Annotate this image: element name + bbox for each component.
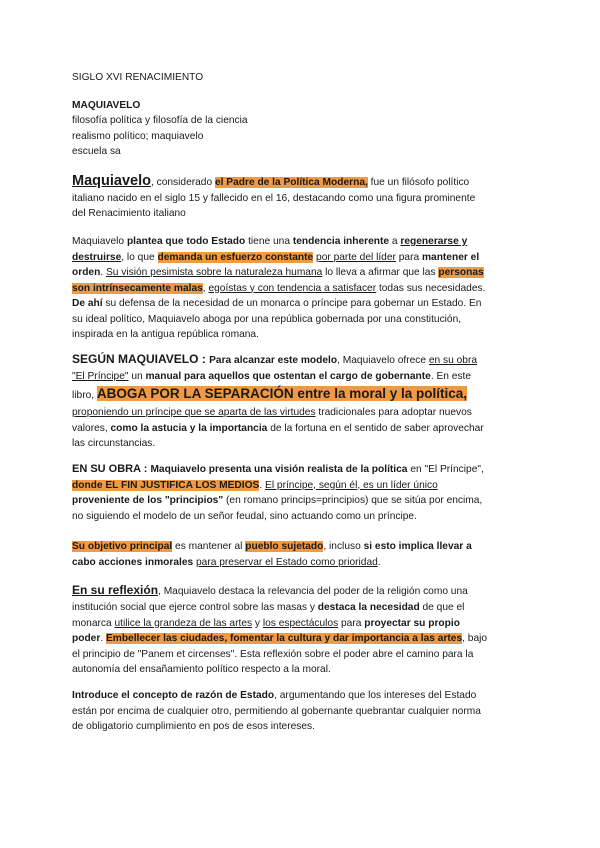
text-run: institución social que ejerce control sobre las masas y bbox=[72, 602, 318, 613]
text-line: inspirada en la antigua república romana. bbox=[72, 329, 259, 340]
text-run: es mantener al bbox=[172, 541, 246, 552]
text-line: del Renacimiento italiano bbox=[72, 208, 186, 219]
underlined-phrase: regenerarse y bbox=[400, 236, 468, 247]
underlined-phrase: "El Príncipe" bbox=[72, 370, 129, 382]
text-run: (en romano princips=principios) que se sitúa por encima, bbox=[223, 495, 483, 506]
text-run: , considerado bbox=[150, 177, 215, 188]
highlight-phrase: pueblo sujetado bbox=[245, 541, 324, 552]
tag-line: escuela sa bbox=[72, 146, 121, 157]
text-run: todas sus necesidades. bbox=[376, 282, 486, 294]
highlight-phrase: el Padre de la Política Moderna, bbox=[214, 177, 368, 188]
text-line: italiano nacido en el siglo 15 y fallecido en el 16, destacando como una figura prominente bbox=[72, 192, 476, 204]
text-run: libro, bbox=[72, 390, 97, 401]
section-heading: En su reflexión bbox=[72, 583, 159, 597]
keyword-maquiavelo: Maquiavelo bbox=[72, 173, 151, 189]
text-run: valores, bbox=[72, 422, 111, 434]
text-line: las circunstancias. bbox=[72, 438, 156, 449]
underlined-phrase: para preservar el Estado como prioridad bbox=[196, 556, 378, 568]
text-run: , lo que bbox=[121, 251, 158, 263]
bold-phrase: poder bbox=[72, 633, 101, 644]
underlined-phrase: por parte del líder bbox=[316, 251, 396, 263]
paragraph-segun bbox=[72, 352, 542, 452]
bold-phrase: proyectar su propio bbox=[364, 617, 460, 629]
tag-line: filosofía política y filosofía de la ciencia bbox=[72, 115, 248, 126]
underlined-phrase: destruirse bbox=[72, 251, 122, 263]
text-run: un bbox=[128, 370, 146, 382]
text-run: de que el bbox=[419, 602, 465, 613]
underlined-phrase: El príncipe, según él, es un líder único bbox=[265, 479, 438, 491]
text-run: para bbox=[395, 251, 422, 263]
paragraph-intro bbox=[72, 174, 542, 222]
text-run: tradicionales para adoptar nuevos bbox=[315, 407, 472, 418]
text-run: . bbox=[100, 633, 106, 644]
paragraph-estado bbox=[72, 234, 542, 343]
text-line: de obligatorio cumplimiento en pos de esos intereses. bbox=[72, 721, 315, 732]
text-line: su ideal político, Maquiavelo aboga por una república gobernada por una constitución, bbox=[72, 313, 462, 325]
bold-phrase: cabo acciones inmorales bbox=[72, 556, 194, 568]
text-run: , incluso bbox=[323, 541, 364, 552]
text-run: . bbox=[377, 556, 381, 568]
bold-phrase: Introduce el concepto de razón de Estado bbox=[72, 690, 275, 701]
text-run: y bbox=[252, 617, 263, 629]
paragraph-razon-estado bbox=[72, 688, 542, 735]
text-line: no siguiendo el modelo de un señor feudal, sino actuando como un príncipe. bbox=[72, 510, 417, 522]
bold-phrase: si esto implica llevar a bbox=[363, 541, 472, 552]
text-run: monarca bbox=[72, 617, 115, 629]
paragraph-en-su-obra bbox=[72, 462, 542, 524]
bold-phrase: orden bbox=[72, 267, 101, 278]
underlined-phrase: utilice la grandeza de las artes bbox=[114, 617, 253, 629]
bold-phrase: Maquiavelo presenta una visión realista de la política bbox=[150, 464, 408, 475]
tag-line: realismo político; maquiavelo bbox=[72, 130, 204, 142]
bold-phrase: Para alcanzar este modelo bbox=[209, 355, 338, 366]
bold-phrase: De ahí bbox=[72, 298, 103, 309]
text-run: lo lleva a afirmar que las bbox=[322, 267, 439, 278]
underlined-phrase: los espectáculos bbox=[262, 617, 339, 629]
text-run: , bbox=[202, 282, 209, 294]
highlight-phrase: Su objetivo principal bbox=[72, 541, 173, 552]
bold-phrase: proveniente de los "principios" bbox=[72, 495, 224, 506]
paragraph-objetivo bbox=[72, 539, 542, 570]
text-run: . En este bbox=[430, 370, 472, 382]
bold-phrase: mantener el bbox=[421, 251, 480, 263]
text-run: fue un filósofo político bbox=[367, 177, 470, 188]
highlight-phrase: son intrínsecamente malas bbox=[72, 282, 203, 294]
underlined-phrase: egoístas y con tendencia a satisfacer bbox=[208, 282, 377, 294]
highlight-phrase: demanda un esfuerzo constante bbox=[157, 251, 314, 263]
bold-phrase: destaca la necesidad bbox=[317, 602, 420, 613]
underlined-phrase: en su obra bbox=[428, 355, 478, 366]
underlined-phrase: Su visión pesimista sobre la naturaleza humana bbox=[105, 267, 323, 278]
highlight-phrase: Embellecer las ciudades, fomentar la cultura y dar importancia a las artes bbox=[105, 633, 463, 644]
underlined-phrase: proponiendo un príncipe que se aparta de las virtudes bbox=[72, 407, 316, 418]
highlight-phrase: donde EL FIN JUSTIFICA LOS MEDIOS bbox=[72, 479, 260, 491]
section-heading: SEGÚN MAQUIAVELO : bbox=[72, 352, 210, 366]
text-run: tiene una bbox=[245, 236, 293, 247]
paragraph-reflexion bbox=[72, 582, 542, 678]
text-run: , argumentando que los intereses del Estado bbox=[274, 690, 477, 701]
doc-title: MAQUIAVELO bbox=[72, 99, 141, 111]
highlight-phrase: personas bbox=[438, 267, 484, 278]
text-run: su defensa de la necesidad de un monarca o príncipe para gobernar un Estado. En bbox=[102, 298, 482, 309]
header-block bbox=[72, 70, 542, 160]
text-run: para bbox=[338, 617, 365, 629]
text-run: . bbox=[100, 267, 106, 278]
text-run: . bbox=[259, 479, 266, 491]
subject-line: SIGLO XVI RENACIMIENTO bbox=[72, 72, 204, 83]
text-line: están por encima de cualquier otro, permitiendo al gobernante quebrantar cualquier norma bbox=[72, 705, 481, 717]
bold-phrase: plantea que todo Estado bbox=[126, 236, 246, 247]
bold-phrase: tendencia inherente bbox=[292, 236, 390, 247]
text-run: , bajo bbox=[462, 633, 488, 644]
text-run: , Maquiavelo destaca la relevancia del poder de la religión como una bbox=[158, 586, 468, 597]
text-run: Maquiavelo bbox=[72, 236, 127, 247]
text-line: el principio de "Panem et circenses". Esta reflexión sobre el poder abre el camino para la bbox=[72, 648, 474, 660]
text-run: de la fortuna en el sentido de saber aprovechar bbox=[267, 422, 484, 434]
text-line: autonomía del ensañamiento político respecto a la moral. bbox=[72, 664, 331, 675]
text-run: a bbox=[389, 236, 401, 247]
section-heading: EN SU OBRA : bbox=[72, 463, 151, 475]
highlight-phrase: ABOGA POR LA SEPARACIÓN entre la moral y la política, bbox=[96, 386, 467, 401]
bold-phrase: manual para aquellos que ostentan el cargo de gobernante bbox=[145, 370, 431, 382]
text-run: en "El Príncipe", bbox=[407, 464, 484, 475]
text-run: , Maquiavelo ofrece bbox=[337, 355, 429, 366]
bold-phrase: como la astucia y la importancia bbox=[110, 422, 268, 434]
